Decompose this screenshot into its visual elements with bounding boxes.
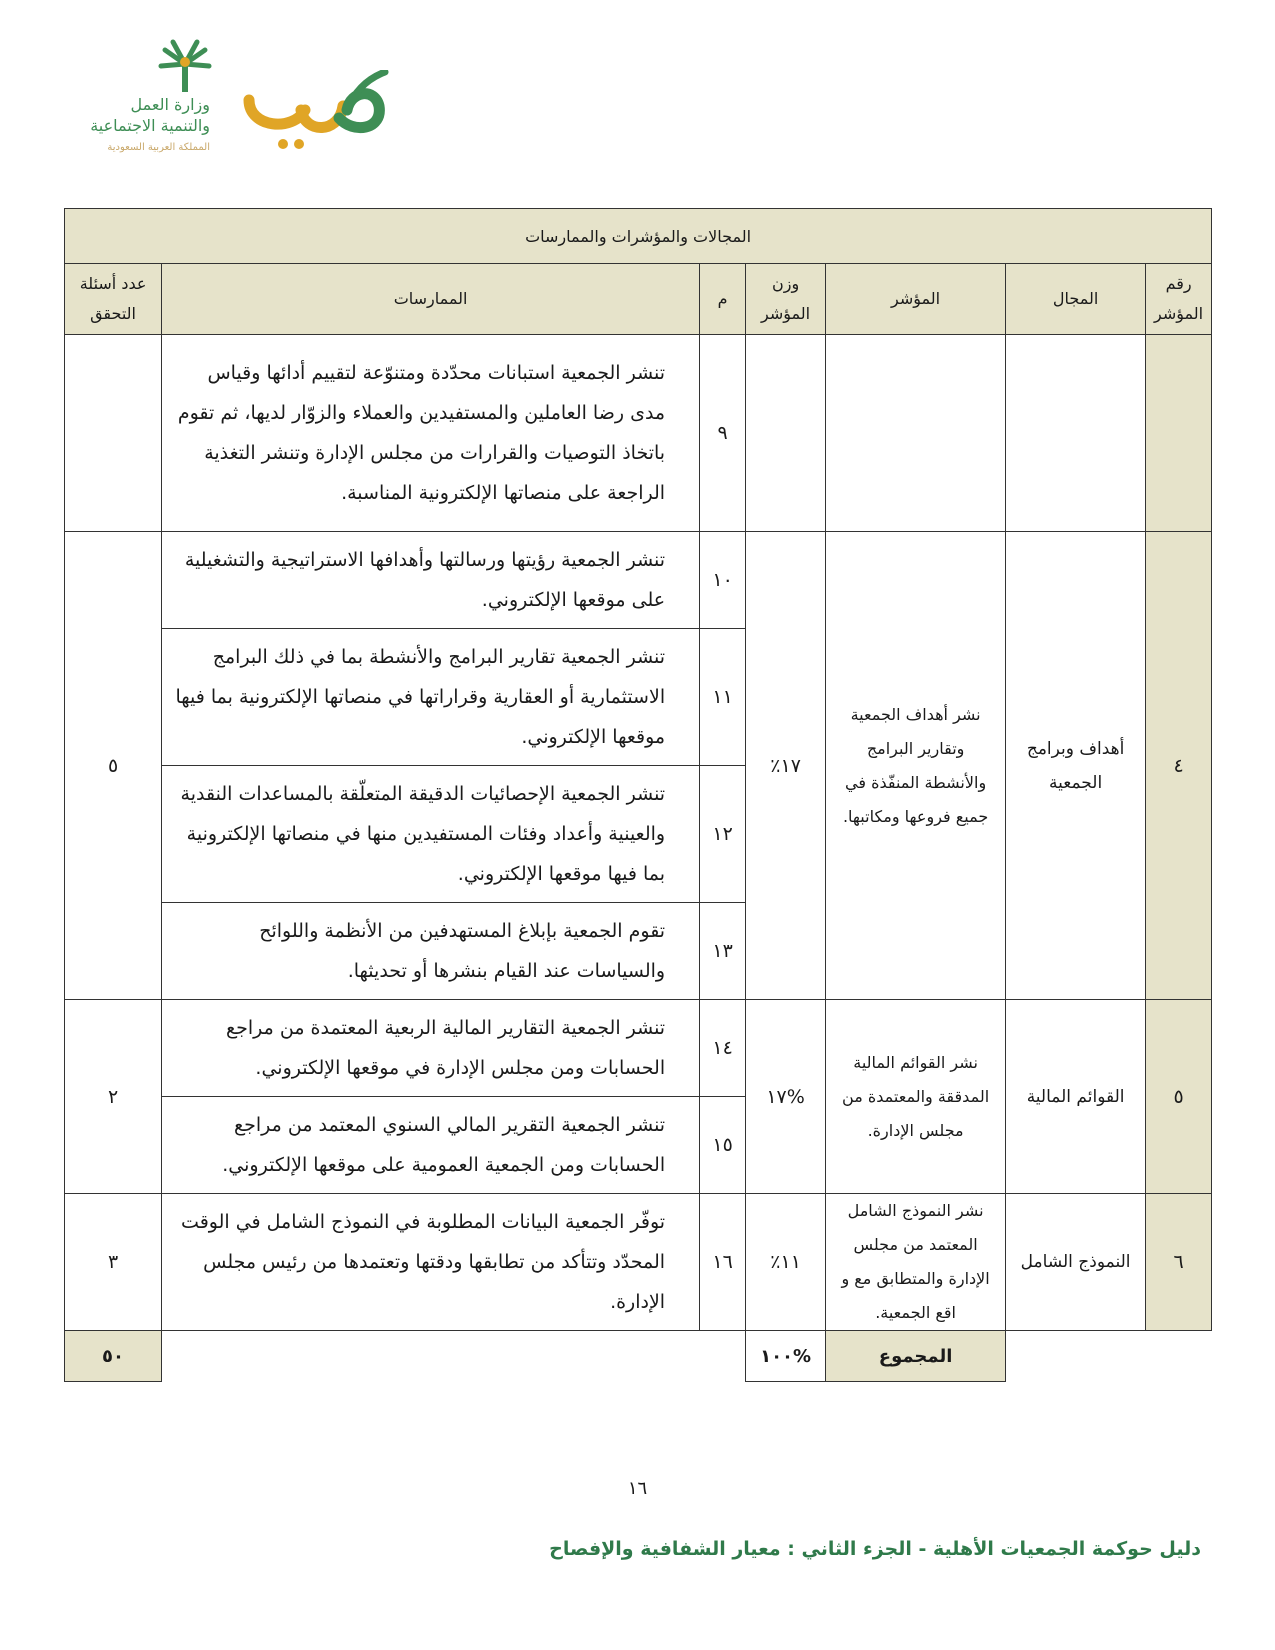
total-label: المجموع — [826, 1331, 1006, 1382]
indicator-cell: نشر القوائم المالية المدققة والمعتمدة من مجلس الإدارة. — [826, 1000, 1006, 1194]
indicator-cell: نشر النموذج الشامل المعتمد من مجلس الإدارة والمتطابق مع و اقع الجمعية. — [826, 1194, 1006, 1331]
practice-cell: تقوم الجمعية بإبلاغ المستهدفين من الأنظمة واللوائح والسياسات عند القيام بنشرها أو تحديثها. — [162, 903, 700, 1000]
practice-cell: تنشر الجمعية استبانات محدّدة ومتنوّعة لتقييم أدائها وقياس مدى رضا العاملين والمستفيدين والعملاء والزوّار لديها، ثم تقوم باتخاذ التوصيات والقرارات من مجلس الإدارة وتنشر التغذية الراجعة على منصاتها الإلكترونية المناسبة. — [162, 335, 700, 532]
indicator-cell: نشر أهداف الجمعية وتقارير البرامج والأنشطة المنفّذة في جميع فروعها ومكاتبها. — [826, 532, 1006, 1000]
questions-cell: ٢ — [65, 1000, 162, 1194]
table-row — [65, 335, 1212, 532]
ministry-line2: والتنمية الاجتماعية — [90, 116, 210, 135]
indicator-no-cell — [1146, 335, 1212, 532]
total-row — [65, 1331, 1212, 1382]
indicator-no-cell: ٤ — [1146, 532, 1212, 1000]
header-m: م — [700, 264, 746, 335]
header-weight: وزن المؤشر — [746, 264, 826, 335]
practice-cell: توفّر الجمعية البيانات المطلوبة في النموذج الشامل في الوقت المحدّد وتتأكد من تطابقها ودقتها وتعتمدها من رئيس مجلس الإدارة. — [162, 1194, 700, 1331]
ministry-country: المملكة العربية السعودية — [107, 142, 210, 153]
ministry-line1: وزارة العمل — [130, 95, 210, 114]
domain-cell: النموذج الشامل — [1006, 1194, 1146, 1331]
table-caption: المجالات والمؤشرات والممارسات — [65, 209, 1212, 264]
page-header — [60, 30, 420, 180]
indicator-cell — [826, 335, 1006, 532]
practice-cell: تنشر الجمعية تقارير البرامج والأنشطة بما في ذلك البرامج الاستثمارية أو العقارية وقراراتها في منصاتها الإلكترونية بما فيها موقعها الإلكتروني. — [162, 629, 700, 766]
m-cell: ١٤ — [700, 1000, 746, 1097]
header-domain: المجال — [1006, 264, 1146, 335]
header-questions: عدد أسئلة التحقق — [65, 264, 162, 335]
practice-cell: تنشر الجمعية رؤيتها ورسالتها وأهدافها الاستراتيجية والتشغيلية على موقعها الإلكتروني. — [162, 532, 700, 629]
practice-cell: تنشر الجمعية التقارير المالية الربعية المعتمدة من مراجع الحسابات ومن مجلس الإدارة في موقعها الإلكتروني. — [162, 1000, 700, 1097]
ministry-logo — [60, 30, 210, 160]
questions-cell: ٣ — [65, 1194, 162, 1331]
weight-cell: %١٧ — [746, 1000, 826, 1194]
m-cell: ١٠ — [700, 532, 746, 629]
m-cell: ٩ — [700, 335, 746, 532]
domain-cell: أهداف وبرامج الجمعية — [1006, 532, 1146, 1000]
questions-cell — [65, 335, 162, 532]
footer-title: دليل حوكمة الجمعيات الأهلية - الجزء الثاني : معيار الشفافية والإفصاح — [549, 1538, 1201, 1560]
weight-cell: ١١٪ — [746, 1194, 826, 1331]
header-practices: الممارسات — [162, 264, 700, 335]
header-indicator-no: رقم المؤشر — [1146, 264, 1212, 335]
m-cell: ١١ — [700, 629, 746, 766]
indicator-no-cell: ٥ — [1146, 1000, 1212, 1194]
weight-cell — [746, 335, 826, 532]
indicator-no-cell: ٦ — [1146, 1194, 1212, 1331]
weight-cell: ١٧٪ — [746, 532, 826, 1000]
practice-cell: تنشر الجمعية التقرير المالي السنوي المعتمد من مراجع الحسابات ومن الجمعية العمومية على موقعها الإلكتروني. — [162, 1097, 700, 1194]
total-questions: ٥٠ — [65, 1331, 162, 1382]
indicators-table — [64, 208, 1212, 1382]
palm-icon — [155, 36, 215, 94]
table-row — [65, 532, 1212, 629]
questions-cell: ٥ — [65, 532, 162, 1000]
page-number: ١٦ — [627, 1478, 648, 1499]
total-weight: %١٠٠ — [746, 1331, 826, 1382]
practice-cell: تنشر الجمعية الإحصائيات الدقيقة المتعلّقة بالمساعدات النقدية والعينية وأعداد وفئات المستفيدين منها في منصاتها الإلكترونية بما فيها موقعها الإلكتروني. — [162, 766, 700, 903]
domain-cell: القوائم المالية — [1006, 1000, 1146, 1194]
ministry-name — [60, 94, 210, 136]
table-row — [65, 1000, 1212, 1097]
table-row — [65, 1194, 1212, 1331]
m-cell: ١٢ — [700, 766, 746, 903]
brand-text — [245, 90, 415, 146]
header-indicator: المؤشر — [826, 264, 1006, 335]
domain-cell — [1006, 335, 1146, 532]
m-cell: ١٣ — [700, 903, 746, 1000]
m-cell: ١٦ — [700, 1194, 746, 1331]
m-cell: ١٥ — [700, 1097, 746, 1194]
